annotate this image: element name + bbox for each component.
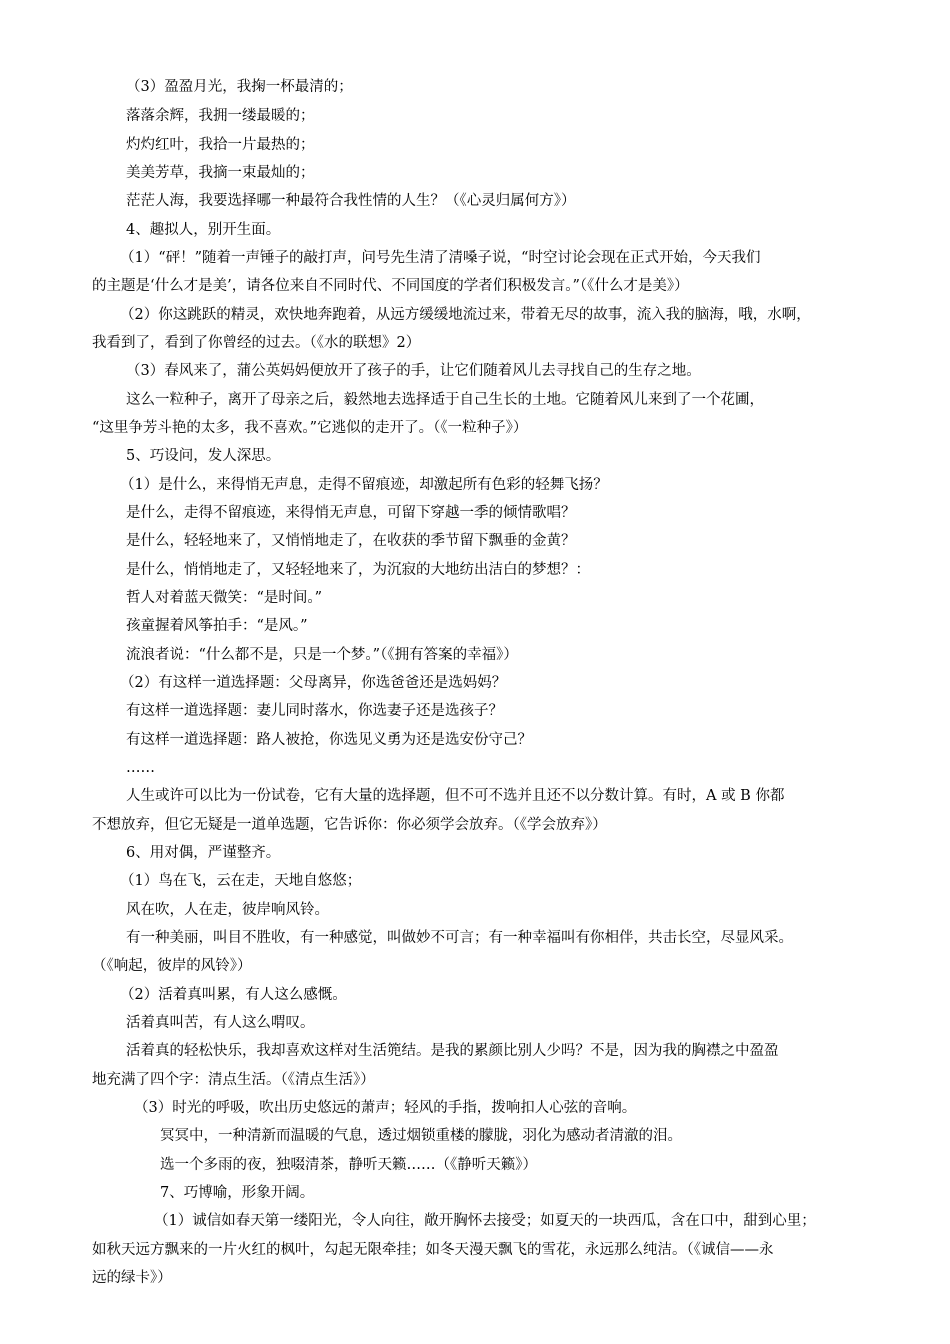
text-line: （1）鸟在飞，云在走，天地自悠悠；	[120, 873, 362, 889]
text-line: 我看到了，看到了你曾经的过去。（《水的联想》2）	[92, 335, 421, 351]
text-line: 是什么，轻轻地来了，又悄悄地走了，在收获的季节留下飘垂的金黄？	[126, 533, 576, 549]
text-line: 美美芳草，我摘一束最灿的；	[126, 165, 315, 181]
text-line: 风在吹，人在走，彼岸响风铃。	[126, 902, 329, 918]
text-line: “这里争芳斗艳的太多，我不喜欢。”它逃似的走开了。（《一粒种子》）	[92, 420, 528, 436]
text-line: （3）盈盈月光，我掬一杯最清的；	[126, 79, 353, 95]
text-line: 是什么，走得不留痕迹，来得悄无声息，可留下穿越一季的倾情歌唱？	[126, 505, 576, 521]
text-line: 地充满了四个字：清点生活。（《清点生活》）	[92, 1072, 375, 1088]
text-line: （2）活着真叫累，有人这么感慨。	[120, 987, 347, 1003]
text-line: 孩童握着风筝拍手：“是风。”	[126, 618, 308, 634]
text-line: （3）时光的呼吸，吹出历史悠远的萧声；轻风的手指，拨响扣人心弦的音响。	[134, 1100, 637, 1116]
text-line: （2）有这样一道选择题：父母离异，你选爸爸还是选妈妈？	[120, 675, 507, 691]
text-line: 茫茫人海，我要选择哪一种最符合我性情的人生？（《心灵归属何方》）	[126, 193, 576, 209]
section-heading: 4、趣拟人，别开生面。	[126, 222, 281, 238]
text-line: 活着真叫苦，有人这么喟叹。	[126, 1015, 315, 1031]
text-line: （2）你这跳跃的精灵，欢快地奔跑着，从远方缓缓地流过来，带着无尽的故事，流入我的脑海，哦，水啊，	[120, 307, 811, 323]
text-line: 如秋天远方飘来的一片火红的枫叶，勾起无限牵挂；如冬天漫天飘飞的雪花，永远那么纯洁。（《诚信——永	[92, 1242, 774, 1258]
text-line: （3）春风来了，蒲公英妈妈便放开了孩子的手，让它们随着风儿去寻找自己的生存之地。	[126, 363, 701, 379]
text-line: （1）是什么，来得悄无声息，走得不留痕迹，却激起所有色彩的轻舞飞扬？	[120, 477, 608, 493]
text-line: ……	[126, 760, 155, 776]
text-line: 是什么，悄悄地走了，又轻轻地来了，为沉寂的大地纺出洁白的梦想？：	[126, 562, 590, 578]
text-line: 有这样一道选择题：路人被抢，你选见义勇为还是选安份守己？	[126, 732, 532, 748]
text-line: 远的绿卡》）	[92, 1270, 172, 1286]
text-line: 选一个多雨的夜，独啜清茶，静听天籁……（《静听天籁》）	[160, 1157, 537, 1173]
text-line: 这么一粒种子，离开了母亲之后，毅然地去选择适于自己生长的土地。它随着风儿来到了一个花圃，	[126, 392, 764, 408]
text-line: 冥冥中，一种清新而温暖的气息，透过烟锁重楼的朦胧，羽化为感动者清澈的泪。	[160, 1128, 682, 1144]
text-line: 灼灼红叶，我拾一片最热的；	[126, 137, 315, 153]
section-heading: 6、用对偶，严谨整齐。	[126, 845, 281, 861]
text-line: 活着真的轻松快乐，我却喜欢这样对生活篼结。是我的累颜比别人少吗？不是，因为我的胸襟之中盈盈	[126, 1043, 779, 1059]
text-line: 哲人对着蓝天微笑：“是时间。”	[126, 590, 323, 606]
text-line: 有这样一道选择题：妻儿同时落水，你选妻子还是选孩子？	[126, 703, 503, 719]
text-line: 不想放弃，但它无疑是一道单选题，它告诉你：你必须学会放弃。（《学会放弃》）	[92, 817, 607, 833]
section-heading: 7、巧博喻，形象开阔。	[160, 1185, 315, 1201]
text-line: （1）“砰！”随着一声锤子的敲打声，问号先生清了清嗓子说，“时空讨论会现在正式开始，今天我们	[120, 250, 761, 266]
text-line: 落落余辉，我拥一缕最暖的；	[126, 108, 315, 124]
section-heading: 5、巧设问，发人深思。	[126, 448, 281, 464]
text-line: 的主题是‘什么才是美’，请各位来自不同时代、不同国度的学者们积极发言。”（《什么才是美》）	[92, 278, 689, 294]
text-line: （《响起，彼岸的风铃》）	[92, 958, 252, 974]
text-line: 流浪者说：“什么都不是，只是一个梦。”（《拥有答案的幸福》）	[126, 647, 518, 663]
text-line: 人生或许可以比为一份试卷，它有大量的选择题，但不可不选并且还不以分数计算。有时，A 或 B 你都	[126, 788, 785, 804]
text-line: 有一种美丽，叫目不胜收，有一种感觉，叫做妙不可言；有一种幸福叫有你相伴，共击长空，尽显风采。	[126, 930, 793, 946]
text-line: （1）诚信如春天第一缕阳光，令人向往，敞开胸怀去接受；如夏天的一块西瓜，含在口中，甜到心里；	[154, 1213, 816, 1229]
